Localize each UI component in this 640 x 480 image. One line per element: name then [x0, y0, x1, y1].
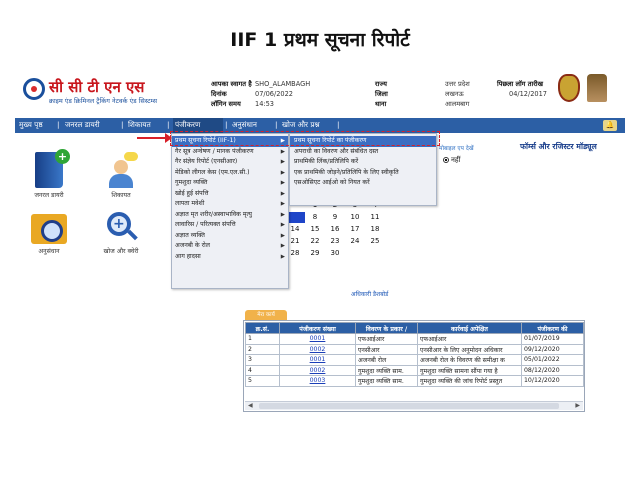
header-values-1 [255, 79, 310, 109]
registration-dropdown-menu [171, 133, 289, 289]
radio-no-label: नहीं [451, 156, 461, 164]
calendar-day[interactable]: 28 [290, 249, 300, 257]
chevron-right-icon: ▶ [280, 253, 285, 260]
chevron-right-icon: ▶ [280, 138, 285, 144]
calendar-day[interactable]: 24 [350, 237, 360, 245]
cell-serial: 4 [246, 365, 280, 376]
last-date-value: 04/12/2017 [509, 90, 548, 98]
nav-separator: | [167, 120, 170, 129]
menu-item-ncr[interactable]: गैर संज्ञेय रिपोर्ट (एनसीआर) ▶ [172, 157, 288, 168]
date-value: 07/06/2022 [255, 90, 294, 98]
cell-action: एनसीआर के लिए अनुमोदन अधिकार [418, 344, 522, 355]
cell-reg-no-link[interactable]: 0002 [280, 365, 356, 376]
nav-home[interactable]: मुख्य पृष्ठ [19, 120, 43, 129]
nav-separator: | [225, 120, 228, 129]
cell-type: गुमशुदा व्यक्ति साम. [356, 365, 418, 376]
menu-item-unidentified-dead-body[interactable]: अज्ञात मृत शरीर/अस्वाभाविक मृत्यु ▶ [172, 210, 288, 221]
cctns-logo-icon [23, 78, 45, 100]
menu-item-stranger-roll[interactable]: अजनबी के रोल ▶ [172, 241, 288, 252]
district-label: जिला [375, 90, 388, 98]
col-header-serial[interactable]: क्र.सं. [246, 323, 280, 334]
cell-reg-no-link[interactable]: 0001 [280, 355, 356, 366]
chevron-right-icon: ▶ [280, 222, 285, 228]
cell-type: एफआईआर [356, 334, 418, 345]
col-header-type[interactable]: विवरण के प्रकार / [356, 323, 418, 334]
cell-type: एनसीआर [356, 344, 418, 355]
login-time-label: लॉगिन समय [211, 100, 241, 108]
cell-action: गुमशुदा व्यक्ति सामना सौंपा गया है [418, 365, 522, 376]
menu-item-missing-person[interactable]: गुमशुदा व्यक्ति ▶ [172, 178, 288, 189]
nav-separator: | [275, 120, 278, 129]
state-label: राज्य [375, 80, 388, 88]
submenu-fir-link-copy[interactable]: प्राथमिकी लिंक/प्रतिलिपि करें [294, 158, 359, 165]
national-emblem-icon [587, 74, 607, 102]
submenu-fir-approval[interactable]: एक प्राथमिकी जोड़ने/प्रतिलिपि के लिए स्वीकृति [294, 168, 399, 176]
calendar-day[interactable]: 11 [370, 213, 380, 221]
cell-serial: 5 [246, 376, 280, 387]
cell-serial: 2 [246, 344, 280, 355]
cell-reg-no-link[interactable]: 0002 [280, 344, 356, 355]
col-header-action[interactable]: कार्रवाई अपेक्षित [418, 323, 522, 334]
header-last-login [497, 79, 547, 99]
login-time-value: 14:53 [255, 100, 275, 108]
scroll-left-icon[interactable]: ◀ [248, 402, 253, 409]
radio-selected-icon[interactable] [443, 157, 449, 163]
officer-dashboard-label: अधिकारी डैशबोर्ड [351, 291, 389, 298]
cctns-app-window [15, 72, 625, 417]
menu-item-fire-accident[interactable]: आग हादसा ▶ [172, 252, 288, 263]
calendar-day[interactable]: 9 [332, 213, 338, 221]
work-table-panel [243, 320, 585, 412]
calendar-day[interactable]: 15 [310, 225, 320, 233]
header-labels-1 [211, 79, 252, 109]
welcome-label: आपका स्वागत है [211, 80, 252, 88]
header-labels-2 [375, 79, 388, 109]
calendar-day[interactable]: 22 [310, 237, 320, 245]
book-icon [35, 150, 68, 188]
chevron-right-icon: ▶ [280, 190, 285, 197]
logo-subtitle: क्राइम एंड क्रिमिनल ट्रैकिंग नेटवर्क एंड सिस्टम्स [49, 97, 158, 105]
calendar-day[interactable]: 30 [330, 249, 340, 257]
station-label: थाना [375, 100, 387, 108]
submenu-assign-associate-io[interactable]: एसओसिएट आईओ को नियत करें [294, 179, 370, 186]
cell-action: एफआईआर [418, 334, 522, 345]
nav-investigation[interactable]: अनुसंधान [232, 120, 257, 129]
table-header-row [246, 323, 584, 334]
app-header [15, 72, 625, 118]
nav-registration[interactable]: पंजीकरण [175, 120, 201, 129]
calendar-widget [285, 200, 385, 260]
calendar-day[interactable]: 17 [350, 225, 360, 233]
tile-investigation-label: अनुसंधान [38, 248, 60, 255]
cell-date: 09/12/2020 [522, 344, 584, 355]
cell-date: 05/01/2022 [522, 355, 584, 366]
up-police-emblem-icon [558, 74, 580, 102]
table-row [246, 376, 584, 387]
calendar-day[interactable]: 25 [370, 237, 380, 245]
district-value: लखनऊ [445, 90, 464, 98]
calendar-day[interactable]: 18 [370, 225, 380, 233]
plus-icon: + [55, 149, 70, 164]
station-value: आलमबाग [445, 100, 470, 108]
nav-separator: | [121, 120, 124, 129]
nav-separator: | [57, 120, 60, 129]
logo-title: सी सी टी एन एस [49, 78, 145, 96]
tile-investigation[interactable] [19, 210, 79, 255]
calendar-day[interactable]: 21 [290, 237, 300, 245]
magnifier-plus-icon: + [103, 210, 139, 244]
chevron-right-icon: ▶ [280, 232, 285, 239]
col-header-reg-date[interactable]: पंजीकरण की [522, 323, 584, 334]
welcome-value: SHO_ALAMBAGH [255, 80, 311, 88]
calendar-day[interactable]: 8 [312, 213, 318, 221]
slide-title: IIF 1 प्रथम सूचना रिपोर्ट [230, 29, 410, 51]
cell-action: अजनबी रोल के विवरण की समीक्षा क [418, 355, 522, 366]
cell-reg-no-link[interactable]: 0001 [280, 334, 356, 345]
annotation-highlight-box [170, 131, 440, 146]
calendar-day[interactable]: 29 [310, 249, 320, 257]
forms-registers-link[interactable]: फॉर्म्स और रजिस्टर मॉड्यूल [520, 142, 597, 151]
nav-search-query[interactable]: खोज और प्रश्न [282, 120, 320, 129]
menu-item-lost-property[interactable]: खोई हुई संपत्ति ▶ [172, 189, 288, 200]
cell-date: 08/12/2020 [522, 365, 584, 376]
state-value: उत्तर प्रदेश [445, 80, 470, 88]
chevron-right-icon: ▶ [280, 169, 285, 176]
nav-general-diary[interactable]: जनरल डायरी [65, 120, 100, 129]
nav-complaint[interactable]: शिकायत [128, 120, 151, 129]
folder-search-icon [31, 214, 67, 244]
cell-date: 10/12/2020 [522, 376, 584, 387]
calendar-day[interactable]: 23 [330, 237, 340, 245]
cell-serial: 3 [246, 355, 280, 366]
nav-separator: | [337, 120, 340, 129]
mobile-app-label: मोबाइल एप देखें [439, 146, 474, 152]
cell-reg-no-link[interactable]: 0003 [280, 376, 356, 387]
tile-complaint[interactable] [91, 152, 151, 199]
my-work-tab[interactable]: मेरा कार्य [245, 310, 287, 320]
submenu-accused-details[interactable]: अपराधी का विवरण और संबंधित दस्त [294, 147, 379, 155]
header-values-2 [445, 79, 470, 109]
calendar-day[interactable]: 14 [290, 225, 300, 233]
radio-no-option[interactable] [443, 156, 460, 165]
calendar-day[interactable]: 10 [350, 213, 360, 221]
menu-item-fir[interactable]: प्रथम सूचना रिपोर्ट (IIF-1) ▶ [172, 136, 288, 147]
table-horizontal-scrollbar[interactable] [245, 401, 583, 410]
person-speech-icon [104, 152, 138, 188]
calendar-day[interactable]: 16 [330, 225, 340, 233]
table-row [246, 355, 584, 366]
calendar-day-today[interactable]: 7 [285, 212, 305, 223]
table-row [246, 344, 584, 355]
cell-serial: 1 [246, 334, 280, 345]
work-table [245, 322, 584, 387]
chevron-right-icon: ▶ [280, 211, 285, 218]
chevron-right-icon: ▶ [280, 148, 285, 155]
menu-item-mlc[interactable]: मेडिको लीगल केस (एम.एल.सी.) ▶ [172, 168, 288, 179]
scroll-right-icon[interactable]: ▶ [575, 402, 580, 409]
chevron-right-icon: ▶ [280, 159, 285, 165]
tile-search-query-label: खोज और क्वेरी [103, 248, 139, 255]
menu-item-unnatural-registration[interactable]: गैर सूत्र अन्वेषण / मानक पंजीकरण ▶ [172, 147, 288, 158]
annotation-arrow-icon [137, 137, 167, 139]
menu-item-unclaimed-property[interactable]: लावारिस / परित्यक्त संपत्ति ▶ [172, 220, 288, 231]
cell-date: 01/07/2019 [522, 334, 584, 345]
menu-item-missing-cattle[interactable]: लापता मवेशी ▶ [172, 199, 288, 210]
date-label: दिनांक [211, 90, 227, 98]
scrollbar-thumb[interactable] [259, 403, 559, 409]
chevron-right-icon: ▶ [280, 201, 285, 207]
table-row [246, 334, 584, 345]
submenu-fir-registration[interactable]: प्रथम सूचना रिपोर्ट का पंजीकरण [290, 136, 436, 147]
cell-type: अजनबी रोल [356, 355, 418, 366]
menu-item-unidentified-person[interactable]: अज्ञात व्यक्ति ▶ [172, 231, 288, 242]
tile-general-diary-label: जनरल डायरी [34, 192, 64, 199]
tile-general-diary[interactable] [19, 152, 79, 199]
bell-icon[interactable]: 🔔 [603, 120, 617, 131]
last-date-label: पिछला लॉग तारीख [497, 80, 543, 88]
col-header-reg-no[interactable]: पंजीकरण संख्या [280, 323, 356, 334]
tile-search-query[interactable] [91, 210, 151, 255]
tile-complaint-label: शिकायत [111, 192, 131, 199]
cell-type: गुमशुदा व्यक्ति साम. [356, 376, 418, 387]
cell-action: गुमशुदा व्यक्ति की जांच रिपोर्ट प्रस्तुत [418, 376, 522, 387]
table-row [246, 365, 584, 376]
chevron-right-icon: ▶ [280, 180, 285, 186]
chevron-right-icon: ▶ [280, 243, 285, 249]
